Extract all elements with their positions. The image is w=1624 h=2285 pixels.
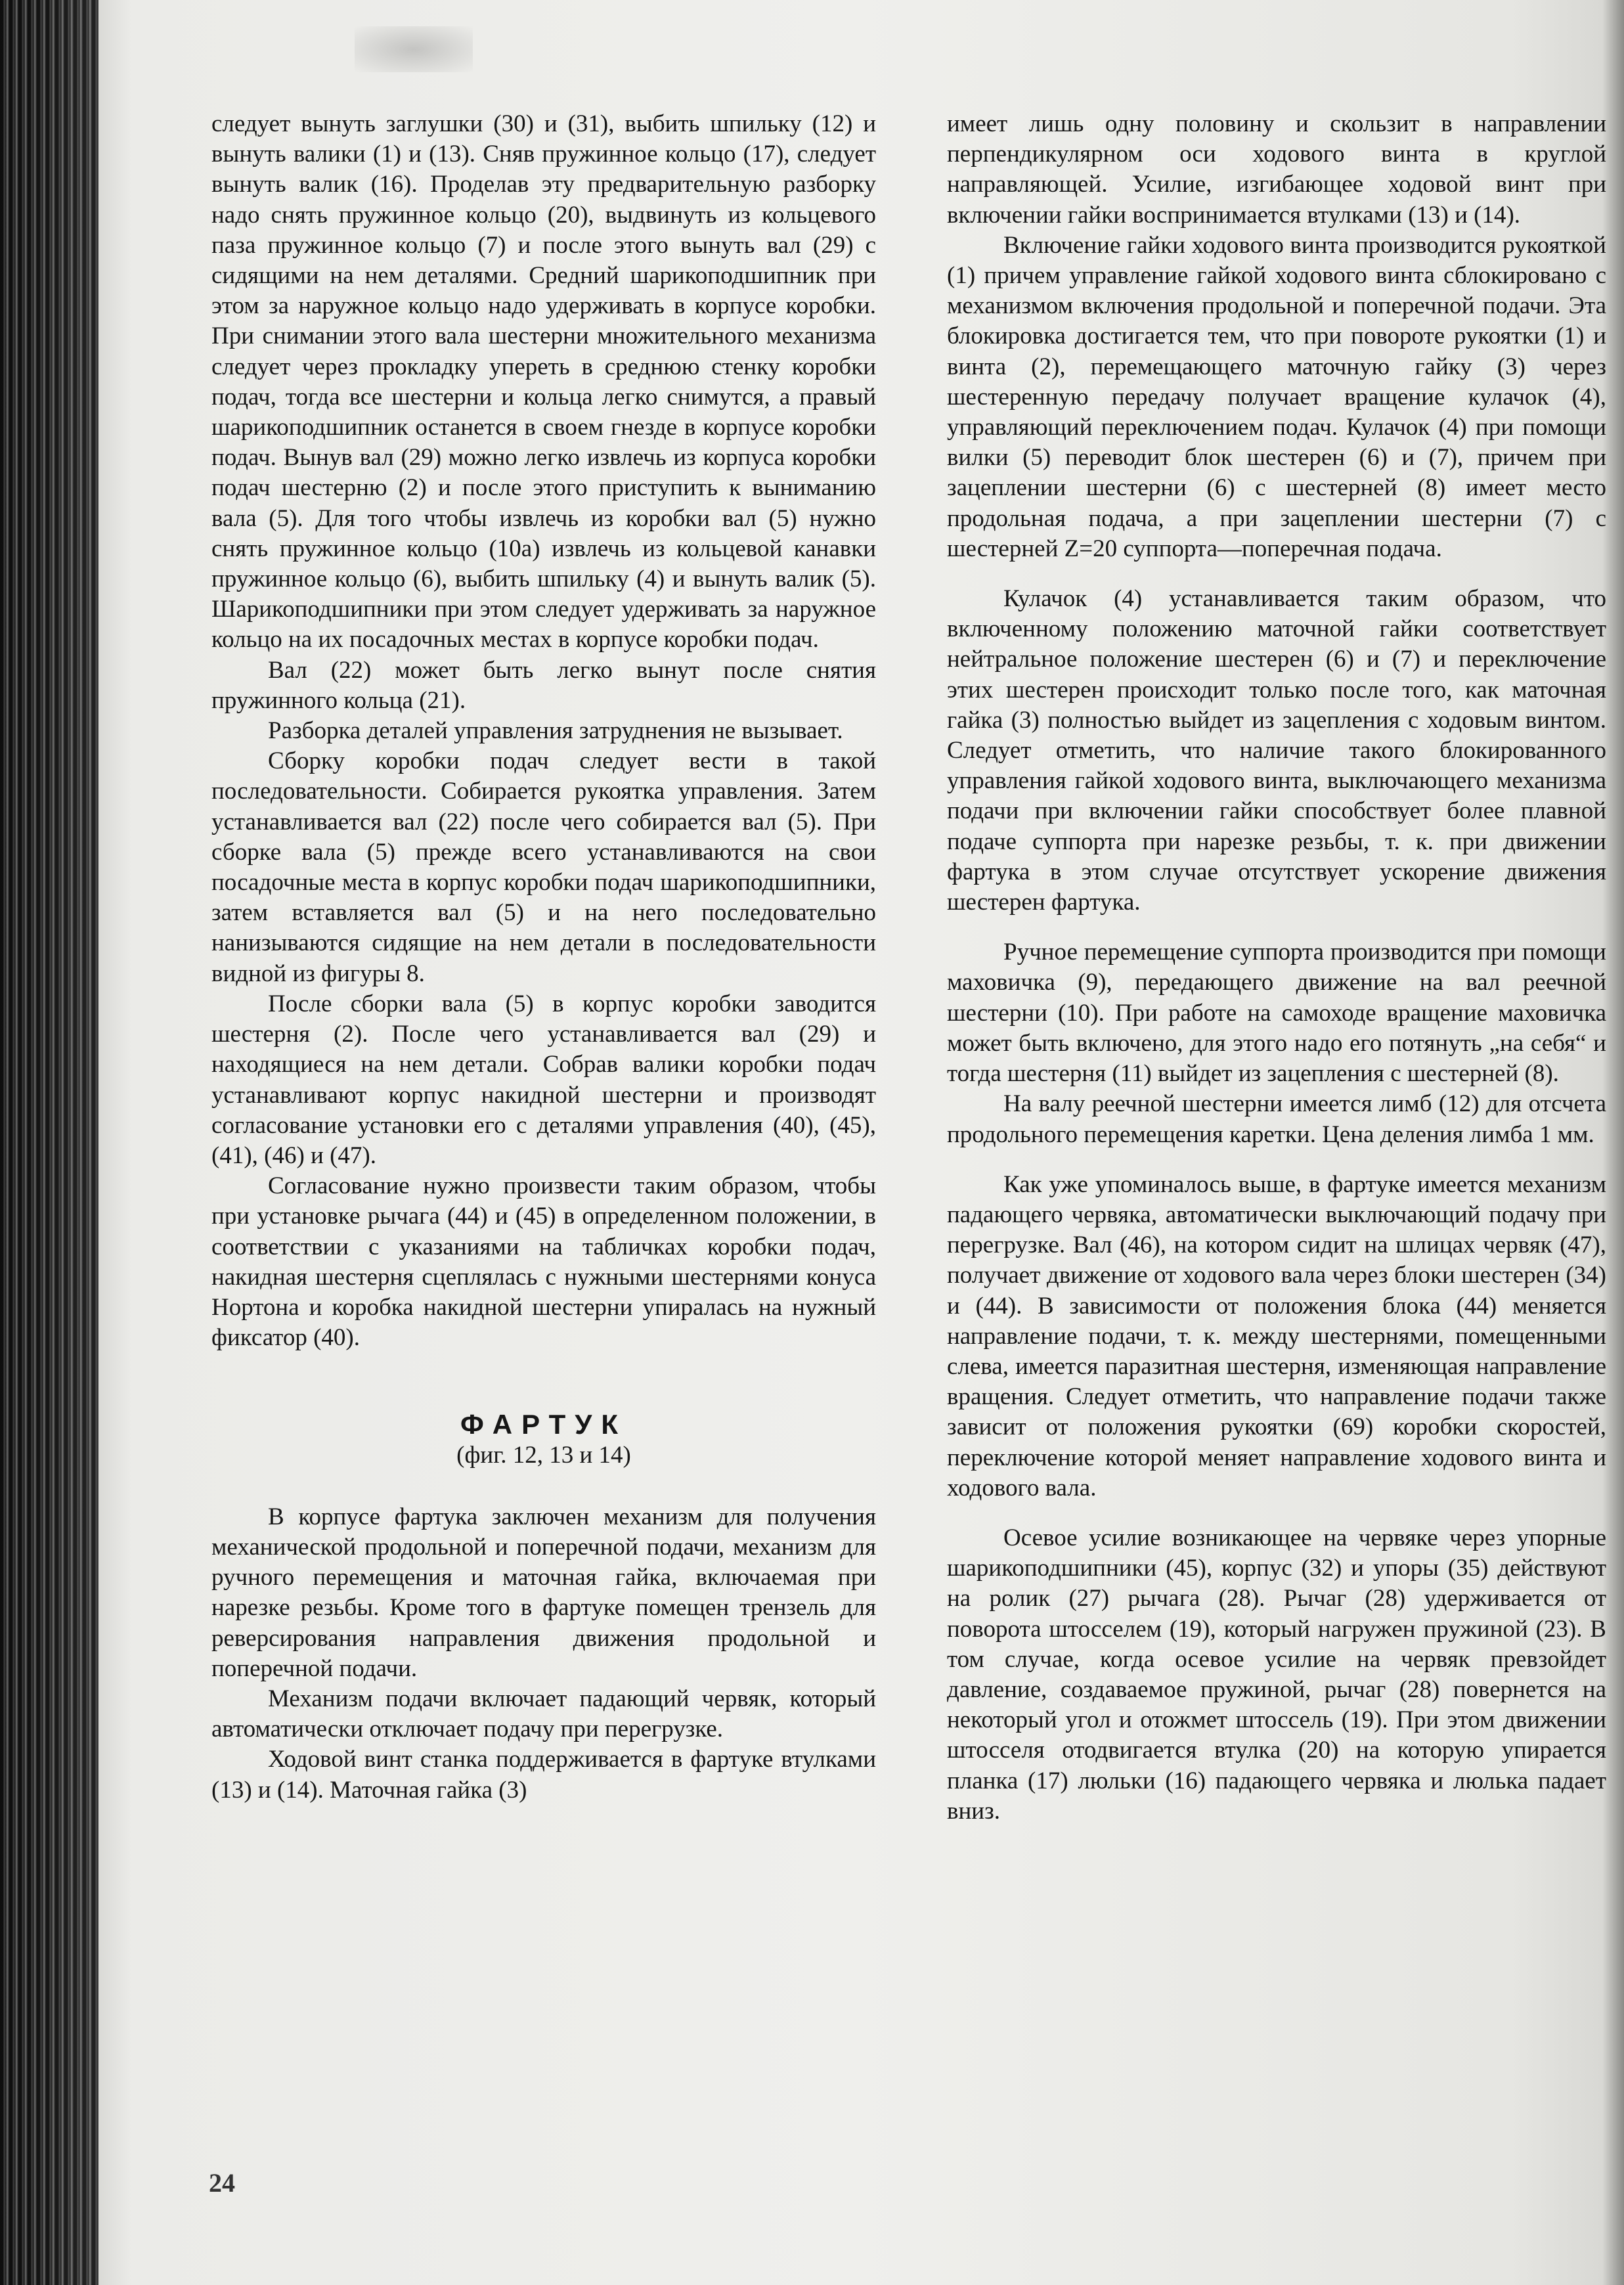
section-title: ФАРТУК — [460, 1409, 627, 1440]
paragraph: следует вынуть заглушки (30) и (31), выбить шпильку (12) и вынуть валики (1) и (13). Сняв пружинное кольцо (17), следует вынуть валик (16). Проделав эту предварительную разборку надо снять пружинное кольцо (20), выдвинуть из кольцевого паза пружинное кольцо (7) и после этого вынуть вал (29) с сидящими на нем деталями. Средний шарикоподшипник при этом за наружное кольцо надо удерживать в корпусе коробки. При снимании этого вала шестерни множительного механизма следует через прокладку упереть в среднюю стенку коробки подач, тогда все шестерни и кольца легко снимутся, а правый шарикоподшипник останется в своем гнезде в корпусе коробки подач. Вынув вал (29) можно легко извлечь из корпуса коробки подач шестерню (2) и после этого приступить к выниманию вала (5). Для того чтобы извлечь из коробки вал (5) нужно снять пружинное кольцо (10а) извлечь из кольцевой канавки пружинное кольцо (6), выбить шпильку (4) и вынуть валик (5). Шарикоподшипники при этом следует удерживать за наружное кольцо на их посадочных местах в корпусе коробки подач. — [211, 110, 876, 654]
section-subtitle: (фиг. 12, 13 и 14) — [456, 1441, 631, 1469]
paragraph: Ходовой винт станка поддерживается в фартуке втулками (13) и (14). Маточная гайка (3) — [211, 1746, 876, 1804]
print-smudge — [355, 26, 473, 72]
left-text-column — [211, 109, 876, 1806]
page-number: 24 — [209, 2168, 235, 2198]
paragraph: Вал (22) может быть легко вынут после снятия пружинного кольца (21). — [211, 656, 876, 714]
paragraph: Как уже упоминалось выше, в фартуке имеется механизм падающего червяка, автоматически выключающий подачу при перегрузке. Вал (46), на котором сидит на шлицах червяк (47), получает движение от ходового вала через блоки шестерен (34) и (44). В зависимости от положения блока (44) меняется направление подачи, т. к. между шестернями, помещенными слева, имеется паразитная шестерня, изменяющая направление вращения. Следует отметить, что направление подачи также зависит от положения рукоятки (69) коробки скоростей, переключение которой меняет направление ходового винта и ходового вала. — [947, 1170, 1606, 1501]
paragraph: Осевое усилие возникающее на червяке через упорные шарикоподшипники (45), корпус (32) и упоры (35) действуют на ролик (27) рычага (28). Рычаг (28) удерживается от поворота штосселем (19), который нагружен пружиной (23). В том случае, когда осевое усилие на червяк превзойдет давление, создаваемое пружиной, рычаг (28) повернется на некоторый угол и отожмет штоссель (19). При этом движении штосселя отодвигается втулка (20) на которую упирается планка (17) люльки (16) падающего червяка и люлька падает вниз. — [947, 1524, 1606, 1825]
paragraph: Включение гайки ходового винта производится рукояткой (1) причем управление гайкой ходового винта сблокировано с механизмом включения продольной и поперечной подачи. Эта блокировка достигается тем, что при повороте рукоятки (1) и винта (2), перемещающего маточную гайку (3) через шестеренную передачу получает вращение кулачок (4), управляющий переключением подач. Кулачок (4) при помощи вилки (5) переводит блок шестерен (6) и (7), причем при зацеплении шестерни (6) с шестерней (8) имеет место продольная подача, а при зацеплении шестерни (7) с шестерней Z=20 суппорта—поперечная подача. — [947, 231, 1606, 562]
paragraph: В корпусе фартука заключен механизм для получения механической продольной и поперечной подачи, механизм для ручного перемещения и маточная гайка, включаемая при нарезке резьбы. Кроме того в фартуке помещен трензель для реверсирования направления движения продольной и поперечной подачи. — [211, 1503, 876, 1682]
paragraph: Механизм подачи включает падающий червяк, который автоматически отключает подачу при перегрузке. — [211, 1685, 876, 1743]
book-binding-edge — [0, 0, 99, 2285]
paragraph: Согласование нужно произвести таким образом, чтобы при установке рычага (44) и (45) в определенном положении, в соответствии с указаниями на табличках коробки подач, накидная шестерня сцеплялась с нужными шестернями конуса Нортона и коробка накидной шестерни упиралась на нужный фиксатор (40). — [211, 1172, 876, 1352]
paragraph: Разборка деталей управления затруднения не вызывает. — [268, 717, 843, 745]
paragraph: Кулачок (4) устанавливается таким образом, что включенному положению маточной гайки соответствует нейтральное положение шестерен (6) и (7) и переключение этих шестерен происходит только после того, как маточная гайка (3) полностью выйдет из зацепления с ходовым винтом. Следует отметить, что наличие такого блокированного управления гайкой ходового винта, выключающего механизма подачи при включении гайки способствует более плавной подаче суппорта при нарезке резьбы, т. к. при движении фартука в этом случае отсутствует ускорение движения шестерен фартука. — [947, 585, 1606, 916]
paragraph: После сборки вала (5) в корпус коробки заводится шестерня (2). После чего устанавливается вал (29) и находящиеся на нем детали. Собрав валики коробки подач устанавливают корпус накидной шестерни и производят согласование установки его с деталями управления (40), (45), (41), (46) и (47). — [211, 990, 876, 1169]
right-text-column — [947, 109, 1606, 1827]
paragraph: На валу реечной шестерни имеется лимб (12) для отсчета продольного перемещения каретки. Цена деления лимба 1 мм. — [947, 1090, 1606, 1148]
paragraph: Сборку коробки подач следует вести в такой последовательности. Собирается рукоятка управления. Затем устанавливается вал (22) после чего собирается вал (5). При сборке вала (5) прежде всего устанавливаются на свои посадочные места в корпус коробки подач шарикоподшипники, затем вставляется вал (5) и на него последовательно нанизываются сидящие на нем детали в последовательности видной из фигуры 8. — [211, 747, 876, 987]
paragraph: имеет лишь одну половину и скользит в направлении перпендикулярном оси ходового винта в круглой направляющей. Усилие, изгибающее ходовой винт при включении гайки воспринимается втулками (13) и (14). — [947, 110, 1606, 229]
paragraph: Ручное перемещение суппорта производится при помощи маховичка (9), передающего движение на вал реечной шестерни (10). При работе на самоходе вращение маховичка может быть включено, для этого надо его потянуть „на себя“ и тогда шестерня (11) выйдет из зацепления с шестерней (8). — [947, 939, 1606, 1088]
